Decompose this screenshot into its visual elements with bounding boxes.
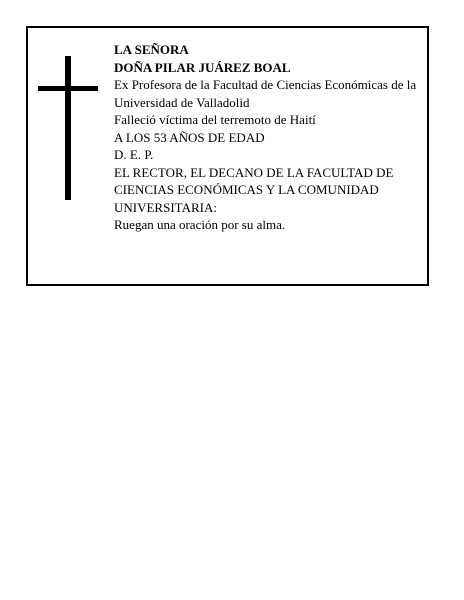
notice-title-line-1: LA SEÑORA xyxy=(114,42,189,57)
cross-icon xyxy=(38,56,98,200)
obituary-notice xyxy=(26,26,429,286)
notice-role: Ex Profesora de la Facultad de Ciencias Económicas de la Universidad de Valladolid xyxy=(114,77,417,110)
notice-title-line-2: DOÑA PILAR JUÁREZ BOAL xyxy=(114,59,291,75)
notice-request: Ruegan una oración por su alma. xyxy=(114,217,286,232)
cross-horizontal-bar xyxy=(38,86,98,91)
cross-vertical-bar xyxy=(65,56,71,200)
notice-signatories: EL RECTOR, EL DECANO DE LA FACULTAD DE CIENCIAS ECONÓMICAS Y LA COMUNIDAD UNIVERSITARIA: xyxy=(114,164,394,215)
notice-text-block xyxy=(114,41,426,234)
notice-circumstance: Falleció víctima del terremoto de Haití xyxy=(114,112,316,127)
notice-rip: D. E. P. xyxy=(114,147,154,162)
notice-age: A LOS 53 AÑOS DE EDAD xyxy=(114,129,265,145)
